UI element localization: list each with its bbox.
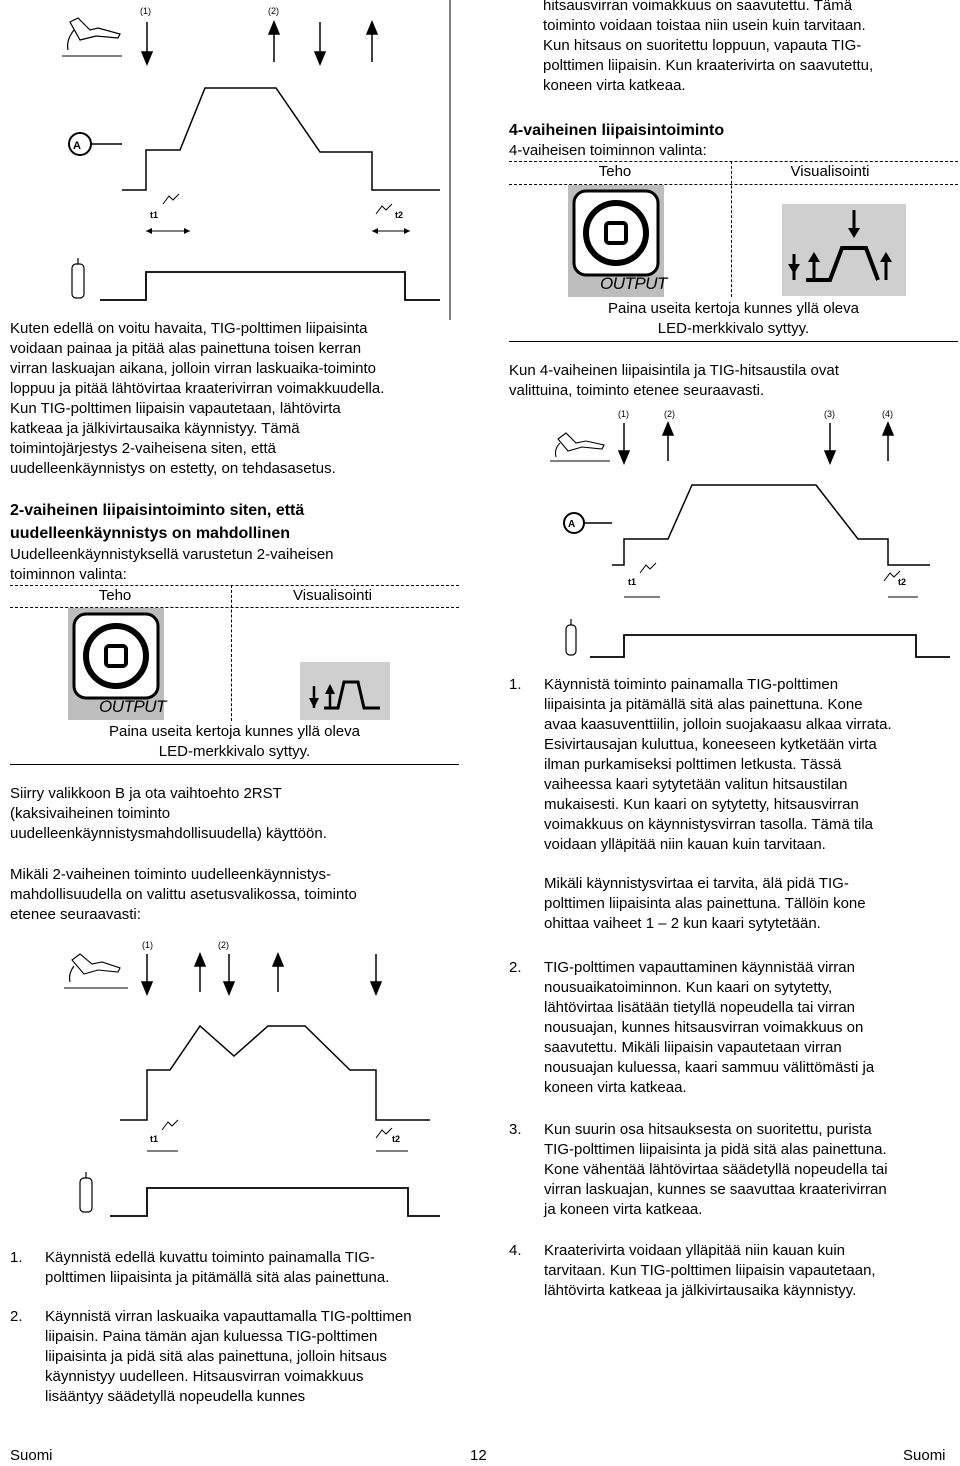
section-2-p2-l2: mahdollisuudella on valittu asetusvalikossa, toiminto [10, 886, 357, 903]
t2-marker [372, 204, 410, 234]
svg-text:t1: t1 [150, 210, 159, 220]
right-list-2-l6: nousuajan kuluessa, kaari sammuu välittömästi ja [544, 1059, 875, 1076]
right-list-3-l1: Kun suurin osa hitsauksesta on suoritettu, purista [544, 1121, 872, 1138]
section-4-subtitle: 4-vaiheisen toiminnon valinta: [509, 142, 707, 159]
section-2-caption-1: Paina useita kertoja kunnes yllä oleva [109, 723, 360, 740]
top-text-line-5: koneen virta katkeaa. [543, 77, 686, 94]
right-list-4-l3: lähtövirta katkeaa ja jälkivirtausaika käynnistyy. [544, 1282, 857, 1299]
right-list-3-l3: Kone vähentää lähtövirtaa säädetyllä nopeudella tai [544, 1161, 888, 1178]
left-para1-l7: toimintojärjestys 2-vaiheisena siten, että [10, 440, 276, 457]
right-list-2-l3: lähtövirtaa lisätään tietyllä nopeudella tai virran [544, 999, 856, 1016]
right-list-2-l5: saavutettu. Mikäli liipaisin vapautetaan virran [544, 1039, 842, 1056]
left-para1-l2: voidaan painaa ja pitää alas painettuna toisen kerran [10, 340, 362, 357]
step-1-label-4: (1) [618, 409, 629, 419]
section-4-caption-1: Paina useita kertoja kunnes yllä oleva [608, 300, 859, 317]
visual-icon-4step [782, 204, 906, 296]
right-list-3-l4: virran laskuajan, kunnes se saavuttaa kraaterivirran [544, 1181, 887, 1198]
gas-cylinder-icon [72, 258, 84, 298]
right-list-num-4: 4. [509, 1242, 522, 1259]
left-para1-l4: loppuu ja pitää lähtövirtaa kraaterivirran voimakkuudella. [10, 380, 385, 397]
section-2-col-left: Teho [98, 587, 132, 604]
right-list-num-3: 3. [509, 1121, 522, 1138]
left-list-num-1: 1. [10, 1249, 23, 1266]
footer-language-right: Suomi [903, 1447, 946, 1464]
current-profile [122, 88, 440, 190]
current-icon [69, 133, 122, 155]
right-list-num-2: 2. [509, 959, 522, 976]
section-2-sub-2: toiminnon valinta: [10, 566, 127, 583]
right-list-1-l7: mukaisesti. Kun kaari on sytytetty, hitsausvirran [544, 796, 859, 813]
top-text-line-4: polttimen liipaisin. Kun kraaterivirta on saavutettu, [543, 57, 874, 74]
right-list-3-l5: ja koneen virta katkeaa. [544, 1201, 703, 1218]
right-list-2-l2: nousuaikatoiminnon. Kun kaari on sytytetty, [544, 979, 833, 996]
left-list-2-l5: lisääntyy säädetyllä nopeudella kunnes [45, 1388, 306, 1405]
step-2-label-r: (2) [218, 940, 229, 950]
step-4-label-4: (4) [882, 409, 893, 419]
svg-text:A: A [568, 519, 576, 530]
timing-diagram-4step [520, 405, 960, 670]
section-4-caption-2: LED-merkkivalo syttyy. [657, 320, 810, 337]
step-1-label-r: (1) [142, 940, 153, 950]
timing-diagram-2step-top [0, 0, 460, 320]
section-4-col-right: Visualisointi [790, 163, 870, 180]
section-4-note-1: Kun 4-vaiheinen liipaisintila ja TIG-hitsaustila ovat [509, 362, 839, 379]
left-list-num-2: 2. [10, 1308, 23, 1325]
left-list-1-l1: Käynnistä edellä kuvattu toiminto painamalla TIG- [45, 1249, 375, 1266]
step-3-label-4: (3) [824, 409, 835, 419]
right-list-1-l1: Käynnistä toiminto painamalla TIG-polttimen [544, 676, 839, 693]
right-list-1-l5: ilman purkamiseksi polttimen letkusta. Tässä [544, 756, 842, 773]
svg-text:t2: t2 [898, 577, 907, 587]
section-2-sub-1: Uudelleenkäynnistyksellä varustetun 2-vaiheisen [10, 546, 334, 563]
section-4-note-2: valittuina, toiminto etenee seuraavasti. [509, 382, 765, 399]
section-4-title: 4-vaiheinen liipaisintoiminto [509, 122, 725, 139]
section-2-p2-l3: etenee seuraavasti: [10, 906, 141, 923]
right-list-1-l8: voimakkuus on käynnistysvirran tasolla. Tämä tila [544, 816, 874, 833]
output-label-2step: OUTPUT [99, 697, 166, 716]
torch-icon [68, 18, 120, 50]
top-text-line-2: toiminto voidaan toistaa niin usein kuin tarvitaan. [543, 17, 866, 34]
section-2-col-right: Visualisointi [293, 587, 372, 604]
right-list-num-1: 1. [509, 676, 522, 693]
left-para1-l5: Kun TIG-polttimen liipaisin vapautetaan, lähtövirta [10, 400, 341, 417]
right-list-1-extra-2: polttimen liipaisinta alas painettuna. Tällöin kone [544, 895, 866, 912]
section-2-p1-l3: uudelleenkäynnistysmahdollisuudella) käyttöön. [10, 825, 327, 842]
section-2-title-2: uudelleenkäynnistys on mahdollinen [10, 525, 291, 542]
right-list-2-l7: koneen virta katkeaa. [544, 1079, 687, 1096]
top-text-line-3: Kun hitsaus on suoritettu loppuun, vapauta TIG- [543, 37, 862, 54]
right-list-1-l3: avaa kaasuventtiilin, jolloin suojakaasu alkaa virrata. [544, 716, 892, 733]
timing-diagram-2step-restart [10, 930, 450, 1240]
footer-page-number: 12 [470, 1447, 487, 1464]
section-4-col-left: Teho [598, 163, 632, 180]
right-list-1-l6: vaiheessa kaari sytytetään valitun hitsaustilan [544, 776, 848, 793]
output-label-4step: OUTPUT [600, 274, 667, 293]
right-list-1-l2: liipaisinta ja pitämällä sitä alas painettuna. Kone [544, 696, 863, 713]
left-para1-l6: katkeaa ja jälkivirtausaika käynnistyy. Tämä [10, 420, 300, 437]
svg-text:t2: t2 [392, 1134, 401, 1144]
left-list-2-l3: liipaisinta ja pidä sitä alas painettuna, jolloin hitsaus [45, 1348, 387, 1365]
step-2-label-4: (2) [664, 409, 675, 419]
svg-text:t1: t1 [628, 577, 637, 587]
right-list-4-l1: Kraaterivirta voidaan ylläpitää niin kauan kuin [544, 1242, 846, 1259]
left-list-2-l4: käynnistyy uudelleen. Hitsausvirran voimakkuus [45, 1368, 364, 1385]
left-list-2-l1: Käynnistä virran laskuaika vapauttamalla TIG-polttimen [45, 1308, 412, 1325]
svg-text:t1: t1 [150, 1134, 159, 1144]
right-list-4-l2: tarvitaan. Kun TIG-polttimen liipaisin vapautetaan, [544, 1262, 876, 1279]
right-list-1-l4: Esivirtausajan kuluttua, koneeseen kytketään virta [544, 736, 877, 753]
footer-language-left: Suomi [10, 1447, 53, 1464]
left-para1-l1: Kuten edellä on voitu havaita, TIG-polttimen liipaisinta [10, 320, 368, 337]
right-list-1-l9: voidaan ylläpitää niin kauan kuin tarvitaan. [544, 836, 826, 853]
step-1-label: (1) [140, 6, 151, 16]
section-2-p1-l2: (kaksivaiheinen toiminto [10, 805, 171, 822]
left-para1-l8: uudelleenkäynnistys on estetty, on tehdasasetus. [10, 460, 336, 477]
right-list-2-l1: TIG-polttimen vapauttaminen käynnistää virran [544, 959, 855, 976]
right-list-1-extra-3: ohittaa vaiheet 1 – 2 kun kaari sytytetään. [544, 915, 821, 932]
section-2-title-1: 2-vaiheinen liipaisintoiminto siten, että [10, 502, 305, 519]
section-2-p1-l1: Siirry valikkoon B ja ota vaihtoehto 2RST [10, 785, 282, 802]
right-list-1-extra-1: Mikäli käynnistysvirtaa ei tarvita, älä pidä TIG- [544, 875, 849, 892]
top-text-line-1: hitsausvirran voimakkuus on saavutettu. Tämä [543, 0, 853, 14]
left-list-2-l2: liipaisin. Paina tämän ajan kuluessa TIG-polttimen [45, 1328, 378, 1345]
step-2-label: (2) [268, 6, 279, 16]
svg-text:A: A [73, 140, 81, 152]
t1-marker [146, 194, 190, 234]
right-list-2-l4: nousuajan, kunnes hitsausvirran voimakkuus on [544, 1019, 864, 1036]
left-para1-l3: virran laskuajan aikana, jolloin virran laskuaika-toiminto [10, 360, 377, 377]
svg-text:t2: t2 [395, 210, 404, 220]
section-2-caption-2: LED-merkkivalo syttyy. [158, 743, 311, 760]
section-2-p2-l1: Mikäli 2-vaiheinen toiminto uudelleenkäynnistys- [10, 866, 331, 883]
gas-profile [100, 272, 440, 300]
left-list-1-l2: polttimen liipaisinta ja pitämällä sitä alas painettuna. [45, 1269, 390, 1286]
right-list-3-l2: TIG-polttimen liipaisinta ja pidä sitä alas painettuna. [544, 1141, 887, 1158]
visual-icon-2step-restart [300, 662, 390, 720]
